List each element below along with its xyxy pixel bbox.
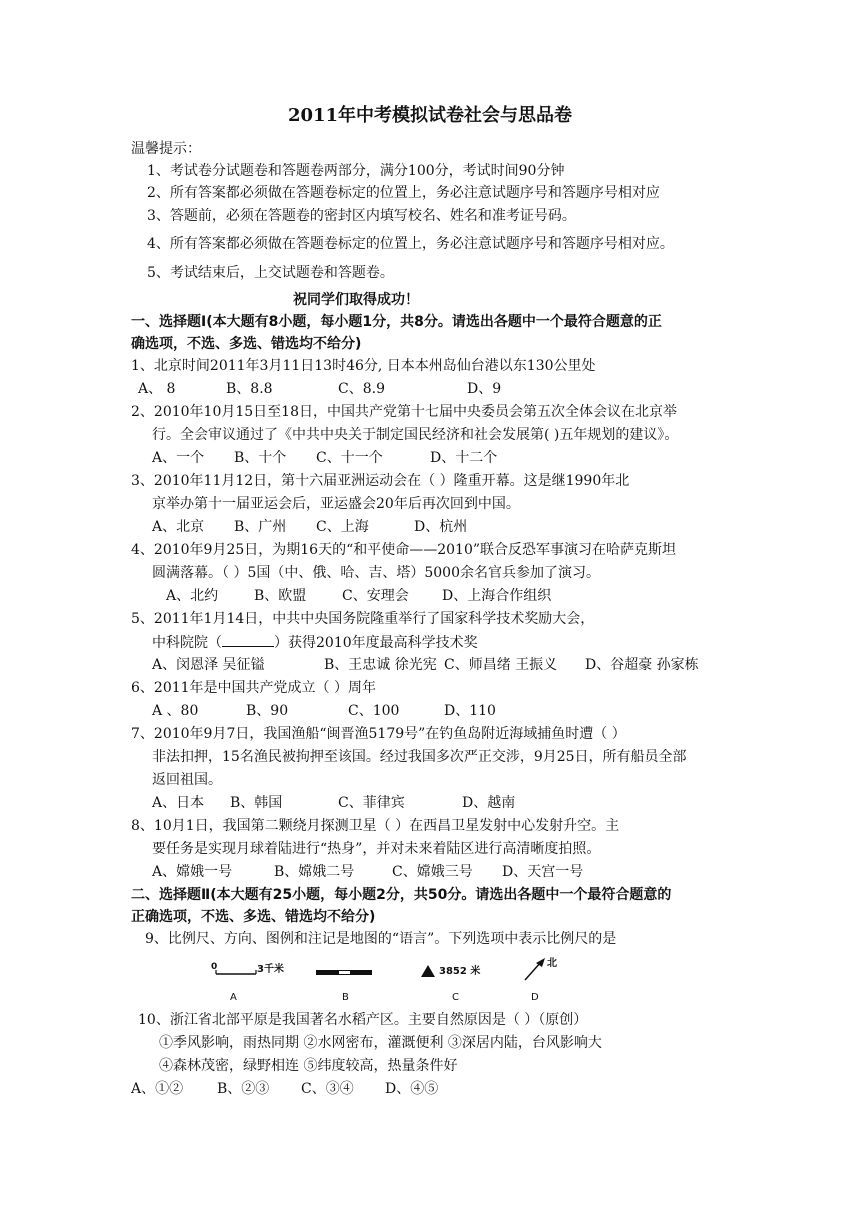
q6-options <box>152 701 496 721</box>
peak-elevation-label: 3852 米 <box>439 966 481 977</box>
option-d[interactable]: D、十二个 <box>430 450 498 466</box>
tip-item: 4、所有答案都必须做在答题卷标定的位置上，务必注意试题序号和答题序号相对应。 <box>147 236 674 252</box>
option-a[interactable]: A、嫦娥一号 <box>152 864 233 880</box>
question-3-cont: 京举办第十一届亚运会后，亚运盛会20年后再次回到中国。 <box>152 496 520 512</box>
tips-heading: 温馨提示： <box>131 141 201 157</box>
option-c[interactable]: C、安理会 <box>342 588 409 604</box>
question-4-cont: 圆满落幕。（ ）5国（中、俄、哈、吉、塔）5000余名官兵参加了演习。 <box>152 565 600 581</box>
scale-bar-icon[interactable] <box>211 962 284 975</box>
question-4: 4、2010年9月25日，为期16天的“和平使命——2010”联合反恐军事演习在哈萨克斯坦 <box>131 542 677 558</box>
tip-item: 3、答题前，必须在答题卷的密封区内填写校名、姓名和准考证号码。 <box>147 208 576 224</box>
question-6: 6、2011年是中国共产党成立（ ）周年 <box>131 680 376 696</box>
question-7-cont2: 返回祖国。 <box>152 772 222 788</box>
question-9: 9、比例尺、方向、图例和注记是地图的“语言”。下列选项中表示比例尺的是 <box>145 931 617 947</box>
map-symbols-figure <box>0 955 860 1005</box>
option-c[interactable]: C、菲律宾 <box>338 795 405 811</box>
q10-options <box>131 1079 438 1099</box>
option-c[interactable]: C、8.9 <box>338 381 385 397</box>
question-7-cont: 非法扣押，15名渔民被拘押至该国。经过我国多次严正交涉，9月25日，所有船员全部 <box>152 749 687 765</box>
option-d[interactable]: D、谷超豪 孙家栋 <box>585 657 699 673</box>
option-b[interactable]: B、广州 <box>234 519 287 535</box>
section1-heading: 一、选择题Ⅰ(本大题有8小题，每小题1分，共8分。请选出各题中一个最符合题意的正 <box>131 314 662 330</box>
option-d[interactable]: D、天宫一号 <box>502 864 584 880</box>
question-3: 3、2010年11月12日，第十六届亚洲运动会在（ ）隆重开幕。这是继1990年北 <box>131 473 630 489</box>
q4-options <box>166 586 551 606</box>
option-d[interactable]: D、110 <box>444 703 496 719</box>
tip-item: 5、考试结束后，上交试题卷和答题卷。 <box>147 265 394 281</box>
question-5-cont <box>152 632 478 653</box>
figure-letter-a: A <box>230 992 237 1003</box>
option-d[interactable]: D、④⑤ <box>385 1081 439 1097</box>
option-d[interactable]: D、杭州 <box>414 519 468 535</box>
option-a[interactable]: A、闵恩泽 吴征镒 <box>152 657 265 673</box>
option-a[interactable]: A、一个 <box>152 450 205 466</box>
option-b[interactable]: B、嫦娥二号 <box>274 864 355 880</box>
option-d[interactable]: D、越南 <box>462 795 516 811</box>
option-b[interactable]: B、韩国 <box>230 795 283 811</box>
option-a[interactable]: A、北京 <box>152 519 205 535</box>
option-a[interactable]: A、北约 <box>166 588 219 604</box>
q3-options <box>152 517 467 537</box>
question-2: 2、2010年10月15日至18日，中国共产党第十七届中央委员会第五次全体会议在北京举 <box>131 404 677 420</box>
option-b[interactable]: B、欧盟 <box>254 588 307 604</box>
option-c[interactable]: C、上海 <box>316 519 369 535</box>
question-8: 8、10月1日，我国第二颗绕月探测卫星（ ）在西昌卫星发射中心发射升空。主 <box>131 818 620 834</box>
north-label: 北 <box>547 958 557 969</box>
q5-options <box>152 655 699 675</box>
option-c[interactable]: C、师昌绪 王振义 <box>444 657 558 673</box>
option-c[interactable]: C、嫦娥三号 <box>392 864 473 880</box>
q2-options <box>152 448 497 468</box>
q9-figure <box>0 955 860 1005</box>
figure-letter-d: D <box>531 992 539 1003</box>
question-10: 10、浙江省北部平原是我国著名水稻产区。主要自然原因是（ ）（原创） <box>138 1012 588 1028</box>
question-7: 7、2010年9月7日，我国渔船“闽晋渔5179号”在钓鱼岛附近海域捕鱼时遭（ ） <box>131 726 626 742</box>
wish-text: 祝同学们取得成功！ <box>293 292 419 308</box>
option-a[interactable]: A、①② <box>131 1081 184 1097</box>
q8-options <box>152 862 583 882</box>
q10-statement-line: ④森林茂密，绿野相连 ⑤纬度较高，热量条件好 <box>159 1058 458 1074</box>
option-a[interactable]: A 、80 <box>152 703 199 719</box>
option-d[interactable]: D、上海合作组织 <box>442 588 552 604</box>
q10-statement-line: ①季风影响，雨热同期 ②水网密布，灌溉便利 ③深居内陆，台风影响大 <box>159 1035 602 1051</box>
boundary-bar-icon[interactable] <box>316 970 372 975</box>
option-b[interactable]: B、②③ <box>217 1081 270 1097</box>
question-2-cont: 行。全会审议通过了《中共中央关于制定国民经济和社会发展第( )五年规划的建议》。 <box>152 427 679 443</box>
question-8-cont: 要任务是实现月球着陆进行“热身”，并对未来着陆区进行高清晰度拍照。 <box>152 841 601 857</box>
q7-options <box>152 793 515 813</box>
section2-heading-cont: 正确选项，不选、多选、错选均不给分) <box>131 909 376 925</box>
option-a[interactable]: A、日本 <box>152 795 205 811</box>
option-b[interactable]: B、8.8 <box>226 381 273 397</box>
option-b[interactable]: B、王忠诚 徐光宪 <box>324 657 437 673</box>
question-5: 5、2011年1月14日，中共中央国务院隆重举行了国家科学技术奖励大会， <box>131 611 595 627</box>
option-a[interactable]: A、 8 <box>138 381 176 397</box>
option-b[interactable]: B、十个 <box>234 450 287 466</box>
north-arrow-icon[interactable] <box>525 957 557 980</box>
mountain-peak-icon[interactable] <box>421 964 480 977</box>
tip-item: 2、所有答案都必须做在答题卷标定的位置上，务必注意试题序号和答题序号相对应 <box>147 185 660 201</box>
scale-zero-label: 0 <box>211 962 218 972</box>
option-c[interactable]: C、③④ <box>301 1081 354 1097</box>
section2-heading: 二、选择题Ⅱ(本大题有25小题，每小题2分，共50分。请选出各题中一个最符合题意的 <box>131 887 672 903</box>
option-c[interactable]: C、100 <box>348 703 400 719</box>
q5-text-after-blank: ）获得2010年度最高科学技术奖 <box>274 635 478 651</box>
option-c[interactable]: C、十一个 <box>316 450 383 466</box>
figure-letter-b: B <box>342 992 349 1003</box>
answer-blank[interactable] <box>222 632 274 647</box>
option-b[interactable]: B、90 <box>246 703 289 719</box>
question-1: 1、北京时间2011年3月11日13时46分, 日本本州岛仙台港以东130公里处 <box>131 358 596 374</box>
tip-item: 1、考试卷分试题卷和答题卷两部分，满分100分，考试时间90分钟 <box>147 163 565 179</box>
q5-text-before-blank: 中科院院（ <box>152 635 222 651</box>
page-title: 2011年中考模拟试卷社会与思品卷 <box>287 105 573 126</box>
figure-letter-c: C <box>452 992 459 1003</box>
section1-heading-cont: 确选项，不选、多选、错选均不给分) <box>131 336 362 352</box>
option-d[interactable]: D、9 <box>467 381 502 397</box>
scale-distance-label: 3千米 <box>257 964 284 975</box>
q1-options <box>138 379 501 399</box>
